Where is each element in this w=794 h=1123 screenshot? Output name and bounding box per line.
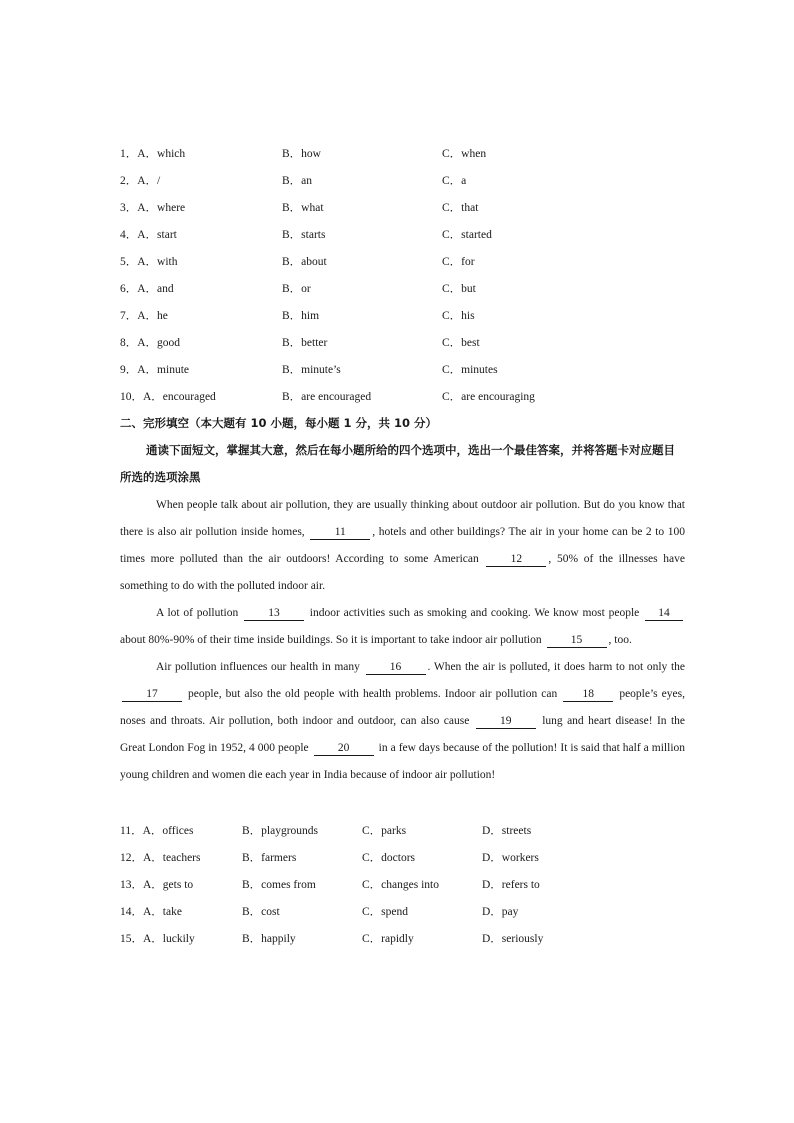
option-b: B．cost	[242, 906, 280, 918]
blank-20: 20	[314, 741, 374, 756]
option-a: 5．A．with	[120, 256, 178, 268]
option-a: 15．A．luckily	[120, 933, 195, 945]
option-a: 2．A．/	[120, 175, 161, 187]
option-b: B．him	[282, 310, 320, 322]
option-b: B．happily	[242, 933, 296, 945]
blank-16: 16	[366, 660, 426, 675]
option-a: 9．A．minute	[120, 364, 189, 376]
option-c: C．changes into	[362, 879, 439, 891]
option-b: B．are encouraged	[282, 391, 372, 403]
blank-18: 18	[563, 687, 613, 702]
option-a: 8．A．good	[120, 337, 181, 349]
option-c: C．rapidly	[362, 933, 414, 945]
option-b: B．starts	[282, 229, 326, 241]
option-c: C．doctors	[362, 852, 416, 864]
option-b: B．how	[282, 148, 321, 160]
option-a: 11．A．offices	[120, 825, 194, 837]
option-a: 6．A．and	[120, 283, 174, 295]
option-d: D．refers to	[482, 879, 540, 891]
option-c: C．a	[442, 175, 467, 187]
option-a: 13．A．gets to	[120, 879, 194, 891]
blank-17: 17	[122, 687, 182, 702]
blank-11: 11	[310, 525, 370, 540]
option-a: 4．A．start	[120, 229, 177, 241]
option-c: C．started	[442, 229, 492, 241]
option-d: D．workers	[482, 852, 539, 864]
option-a: 1．A．which	[120, 148, 186, 160]
option-d: D．seriously	[482, 933, 544, 945]
option-c: C．minutes	[442, 364, 498, 376]
option-c: C．parks	[362, 825, 407, 837]
option-c: C．but	[442, 283, 476, 295]
option-a: 12．A．teachers	[120, 852, 201, 864]
option-d: D．pay	[482, 906, 519, 918]
option-c: C．best	[442, 337, 480, 349]
option-c: C．for	[442, 256, 475, 268]
option-c: C．when	[442, 148, 487, 160]
cloze-passage	[120, 492, 685, 789]
blank-14: 14	[645, 606, 683, 621]
blank-13: 13	[244, 606, 304, 621]
option-c: C．that	[442, 202, 479, 214]
option-c: C．are encouraging	[442, 391, 535, 403]
option-a: 10．A．encouraged	[120, 391, 216, 403]
passage-paragraph: When people talk about air pollution, they are usually thinking about outdoor air pollution. But do you know that there is also air pollution inside homes, 11 , hotels and other buildings? The air in your home can be 2 to 100 times more polluted than the air outdoors! According to some American 12 , 50% of the illnesses have something to do with the polluted indoor air.	[120, 499, 686, 592]
blank-12: 12	[486, 552, 546, 567]
option-b: B．what	[282, 202, 324, 214]
section-title: 二、完形填空（本大题有 10 小题，每小题 1 分，共 10 分）	[120, 416, 438, 430]
blank-15: 15	[547, 633, 607, 648]
section-instruction: 通读下面短文，掌握其大意，然后在每小题所给的四个选项中，选出一个最佳答案，并将答题卡对应题目所选的选项涂黑	[120, 443, 675, 484]
blank-19: 19	[476, 714, 536, 729]
option-b: B．or	[282, 283, 311, 295]
passage-paragraph: Air pollution influences our health in many 16 . When the air is polluted, it does harm to not only the 17 people, but also the old people with health problems. Indoor air pollution can 18 people’s eyes, noses and throats. Air pollution, both indoor and outdoor, can also cause 19 lung and heart disease! In the Great London Fog in 1952, 4 000 people 20 in a few days because of the pollution! It is said that half a million young children and women die each year in India because of indoor air pollution!	[120, 661, 686, 781]
option-b: B．better	[282, 337, 328, 349]
option-a: 7．A．he	[120, 310, 168, 322]
option-c: C．his	[442, 310, 475, 322]
option-b: B．farmers	[242, 852, 297, 864]
option-a: 14．A．take	[120, 906, 182, 918]
option-d: D．streets	[482, 825, 532, 837]
option-b: B．playgrounds	[242, 825, 319, 837]
option-a: 3．A．where	[120, 202, 186, 214]
option-b: B．an	[282, 175, 313, 187]
option-c: C．spend	[362, 906, 408, 918]
option-b: B．minute’s	[282, 364, 341, 376]
option-b: B．about	[282, 256, 327, 268]
passage-paragraph: A lot of pollution 13 indoor activities such as smoking and cooking. We know most people 14 about 80%-90% of their time inside buildings. So it is important to take indoor air pollution 15 , too.	[120, 600, 685, 654]
option-b: B．comes from	[242, 879, 316, 891]
